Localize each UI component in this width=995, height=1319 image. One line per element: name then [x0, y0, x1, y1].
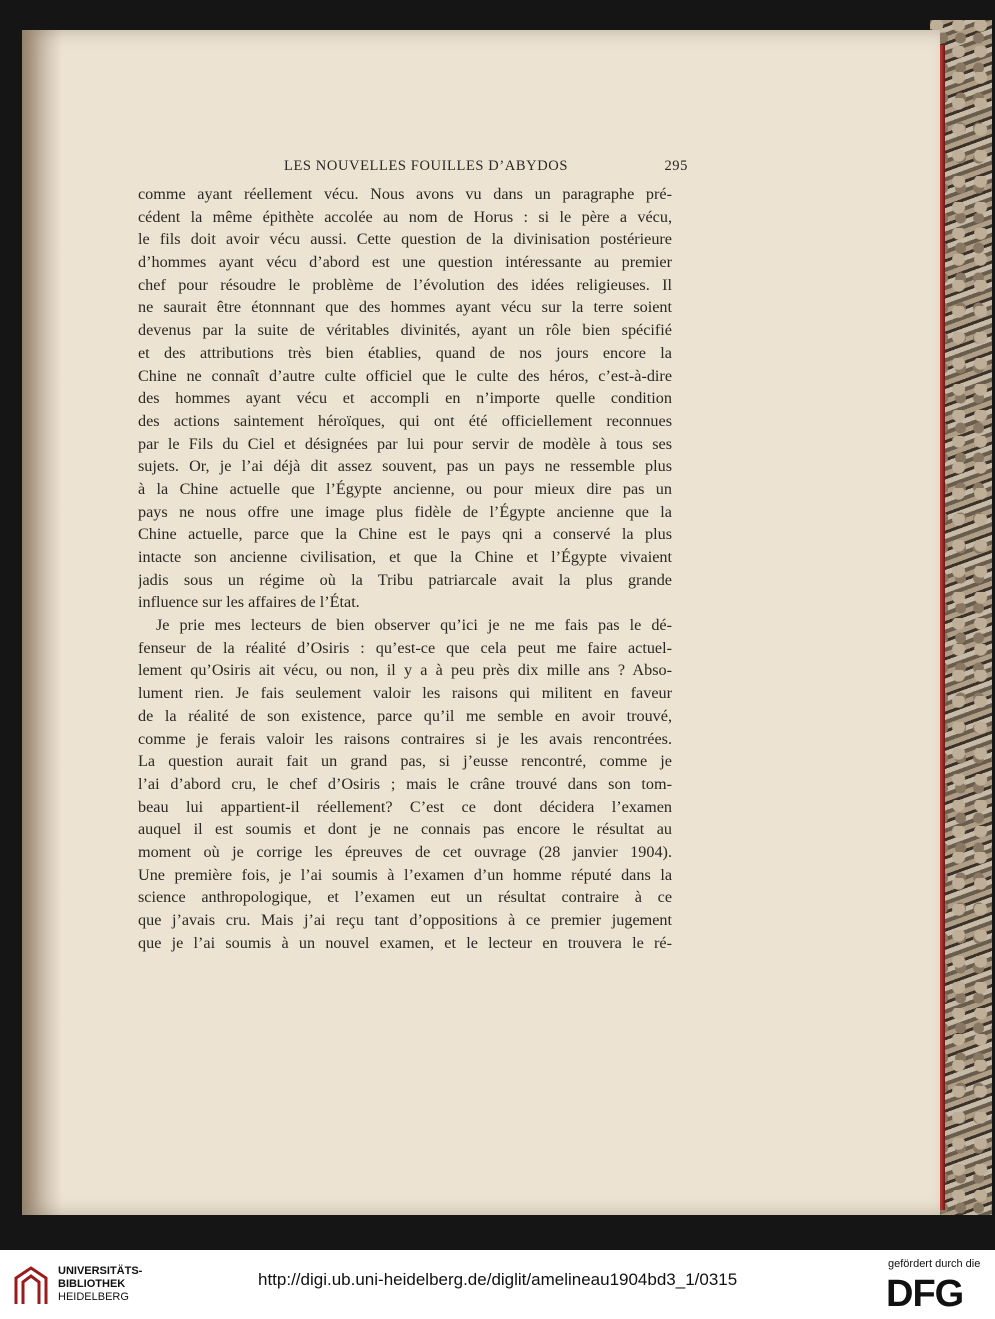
text-line: que je l’ai soumis à un nouvel examen, et le lecteur en trouvera le ré- — [138, 933, 672, 952]
text-line: chef pour résoudre le problème de l’évolution des idées religieuses. Il — [138, 275, 672, 294]
text-line: le fils doit avoir vécu aussi. Cette question de la divinisation postérieure — [138, 230, 672, 249]
text-line: fenseur de la réalité d’Osiris : qu’est-ce que cela peut me faire actuel- — [138, 638, 672, 657]
text-line: La question aurait fait un grand pas, si j’eusse rencontré, comme je — [138, 752, 672, 771]
library-name-line: UNIVERSITÄTS- — [58, 1265, 143, 1277]
text-line: des actions saintement héroïques, qui ont été officiellement reconnues — [138, 411, 672, 430]
permalink-url[interactable]: http://digi.ub.uni-heidelberg.de/diglit/amelineau1904bd3_1/0315 — [258, 1270, 738, 1289]
running-title: LES NOUVELLES FOUILLES D’ABYDOS — [284, 158, 569, 174]
text-line: cédent la même épithète accolée au nom de Horus : si le père a vécu, — [138, 207, 672, 226]
text-line: de la réalité de son existence, parce qu’il me semble en avoir trouvé, — [138, 706, 672, 725]
text-line: intacte son ancienne civilisation, et que la Chine et l’Égypte vivaient — [138, 548, 672, 566]
text-line: des hommes ayant vécu et accompli en n’importe quelle condition — [138, 389, 672, 408]
text-line: lument rien. Je fais seulement valoir les raisons qui militent en faveur — [138, 684, 672, 703]
text-line: lement qu’Osiris ait vécu, ou non, il y a à peu près dix mille ans ? Abso- — [138, 661, 672, 680]
funding-caption: gefördert durch die — [888, 1258, 981, 1270]
text-line: moment où je corrige les épreuves de cet ouvrage (28 janvier 1904). — [138, 842, 672, 861]
text-line: pays ne nous offre une image plus fidèle de l’Égypte ancienne que la — [138, 502, 672, 521]
gutter-shadow — [22, 30, 62, 1215]
dfg-logo[interactable]: DFG — [886, 1273, 964, 1315]
library-name-line: BIBLIOTHEK — [58, 1278, 126, 1290]
body-text — [138, 183, 672, 954]
text-line: par le Fils du Ciel et désignées par lui pour servir de modèle à tous ses — [138, 434, 672, 453]
text-line: jadis sous un régime où la Tribu patriarcale avait la plus grande — [138, 570, 672, 589]
text-line: ne saurait être étonnnant que des hommes ayant vécu sur la terre soient — [138, 298, 672, 317]
paragraph-start-line: Je prie mes lecteurs de bien observer qu’ici je ne me fais pas le dé- — [156, 616, 672, 635]
text-line: à la Chine actuelle que l’Égypte ancienne, ou pour mieux dire pas un — [138, 479, 672, 498]
text-line: que j’avais cru. Mais j’ai reçu tant d’oppositions à ce premier jugement — [138, 911, 672, 929]
text-line: influence sur les affaires de l’État. — [138, 593, 360, 612]
text-line: comme ayant réellement vécu. Nous avons vu dans un paragraphe pré- — [138, 185, 672, 203]
university-library-logo-icon[interactable] — [12, 1264, 50, 1308]
page-number: 295 — [664, 158, 688, 174]
text-line: Chine ne connaît d’autre culte officiel que le culte des héros, c’est-à-dire — [138, 366, 672, 385]
library-name[interactable] — [58, 1265, 142, 1304]
text-line: Chine actuelle, parce que la Chine est le pays qni a conservé la plus — [138, 525, 672, 544]
text-line: devenus par la suite de véritables divinités, ayant un rôle bien spécifié — [138, 321, 672, 340]
text-line: Une première fois, je l’ai soumis à l’examen d’un homme réputé dans la — [138, 865, 672, 884]
text-line: sujets. Or, je l’ai déjà dit assez souvent, pas un pays ne ressemble plus — [138, 457, 672, 476]
text-line: auquel il est soumis et dont je ne connais pas encore le résultat au — [138, 820, 672, 839]
text-line: beau lui appartient-il réellement? C’est ce dont décidera l’examen — [138, 797, 672, 816]
footer-bar — [0, 1250, 995, 1319]
text-line: l’ai d’abord cru, le chef d’Osiris ; mais le crâne trouvé dans son tom- — [138, 774, 672, 793]
text-line: et des attributions très bien établies, quand de nos jours encore la — [138, 343, 672, 362]
library-name-line: HEIDELBERG — [58, 1291, 129, 1303]
text-line: comme je ferais valoir les raisons contraires si je les avais rencontrées. — [138, 729, 672, 748]
text-line: d’hommes ayant vécu d’abord est une question intéressante au premier — [138, 253, 672, 272]
text-line: science anthropologique, et l’examen eut un résultat contraire à ce — [138, 888, 672, 907]
